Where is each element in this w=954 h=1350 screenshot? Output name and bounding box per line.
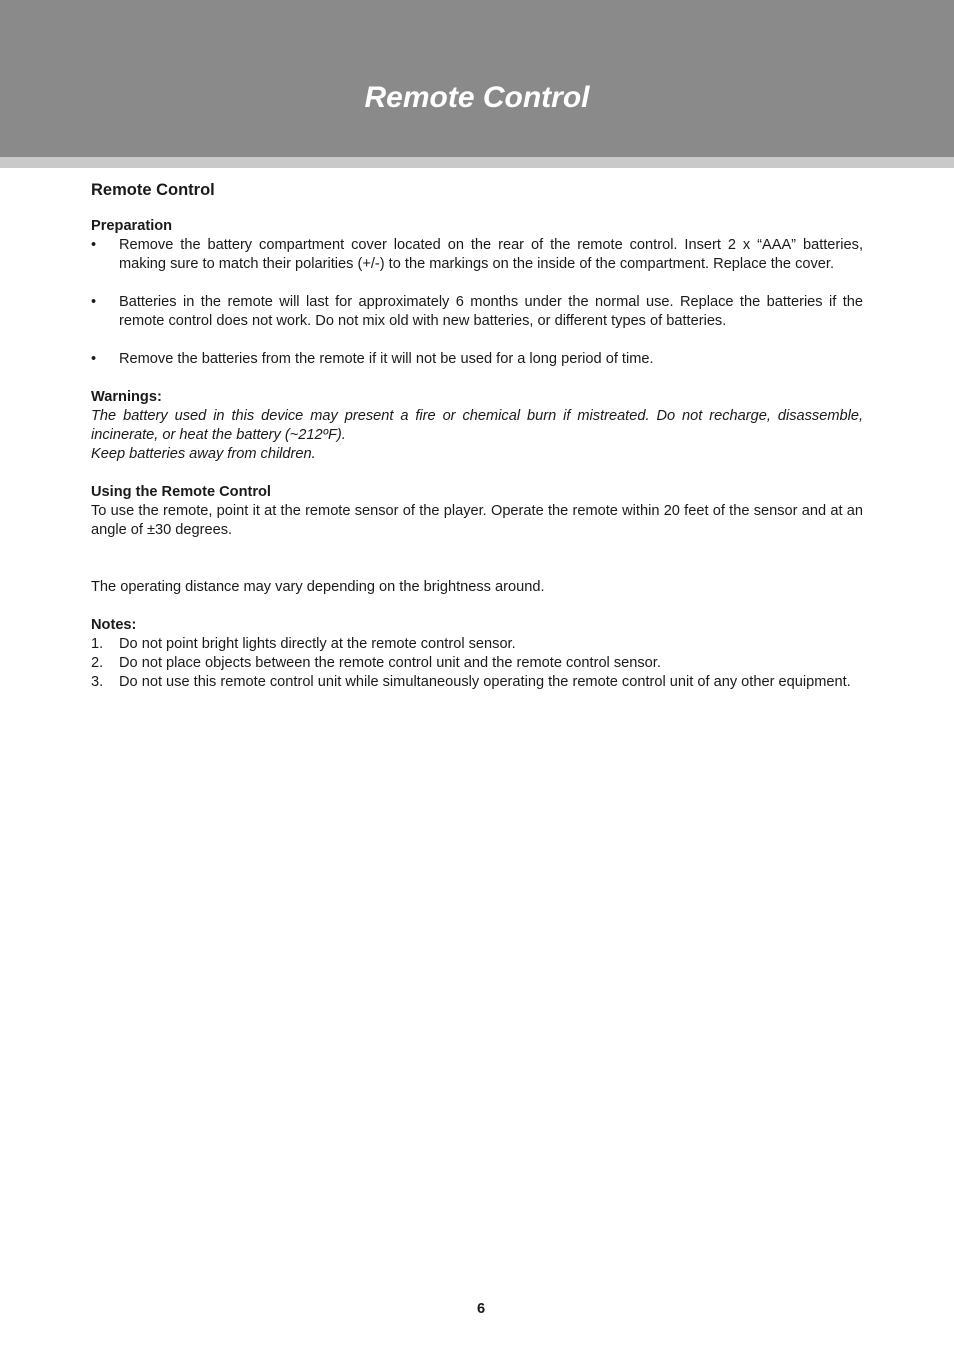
spacer — [91, 369, 863, 388]
header-stripe — [0, 157, 954, 168]
note-number: 2. — [91, 655, 104, 671]
warnings-children-text: Keep batteries away from children. — [91, 446, 316, 462]
page-content — [91, 178, 863, 692]
note-number: 3. — [91, 674, 104, 690]
list-item — [91, 654, 863, 673]
page-header-title: Remote Control — [364, 81, 590, 114]
spacer — [91, 597, 863, 616]
preparation-list — [91, 236, 863, 369]
bullet-icon: • — [91, 351, 97, 367]
notes-list — [91, 635, 863, 692]
note-text: Do not point bright lights directly at the remote control sensor. — [119, 636, 516, 652]
list-item-text: Remove the battery compartment cover located on the rear of the remote control. Insert 2 x “AAA” batteries, making sure to match their polarities (+/-) to the markings on the inside of the compartment. Replace the cover. — [119, 237, 863, 272]
note-number: 1. — [91, 636, 104, 652]
operating-distance-text: The operating distance may vary depending on the brightness around. — [91, 579, 545, 595]
section-title: Remote Control — [91, 181, 215, 199]
spacer — [91, 540, 863, 578]
list-item — [91, 293, 863, 331]
list-item-text: Batteries in the remote will last for approximately 6 months under the normal use. Replace the batteries if the remote control does not work. Do not mix old with new batteries, or different types of batteries. — [119, 294, 863, 329]
list-item — [91, 635, 863, 654]
page-number: 6 — [476, 1301, 486, 1317]
note-text: Do not place objects between the remote control unit and the remote control sensor. — [119, 655, 661, 671]
using-remote-text: To use the remote, point it at the remote sensor of the player. Operate the remote within 20 feet of the sensor and at an angle of ±30 degrees. — [91, 503, 863, 538]
list-item — [91, 236, 863, 274]
spacer — [91, 464, 863, 483]
using-remote-heading: Using the Remote Control — [91, 484, 271, 500]
warnings-text: The battery used in this device may present a fire or chemical burn if mistreated. Do not recharge, disassemble, incinerate, or heat the battery (~212ºF). — [91, 408, 863, 443]
warnings-heading: Warnings: — [91, 389, 162, 405]
list-item — [91, 673, 863, 692]
list-item — [91, 350, 863, 369]
preparation-heading: Preparation — [91, 218, 173, 234]
list-item-text: Remove the batteries from the remote if it will not be used for a long period of time. — [119, 351, 654, 367]
note-text: Do not use this remote control unit while simultaneously operating the remote control unit of any other equipment. — [119, 674, 851, 690]
bullet-icon: • — [91, 237, 97, 253]
bullet-icon: • — [91, 294, 97, 310]
notes-heading: Notes: — [91, 617, 137, 633]
